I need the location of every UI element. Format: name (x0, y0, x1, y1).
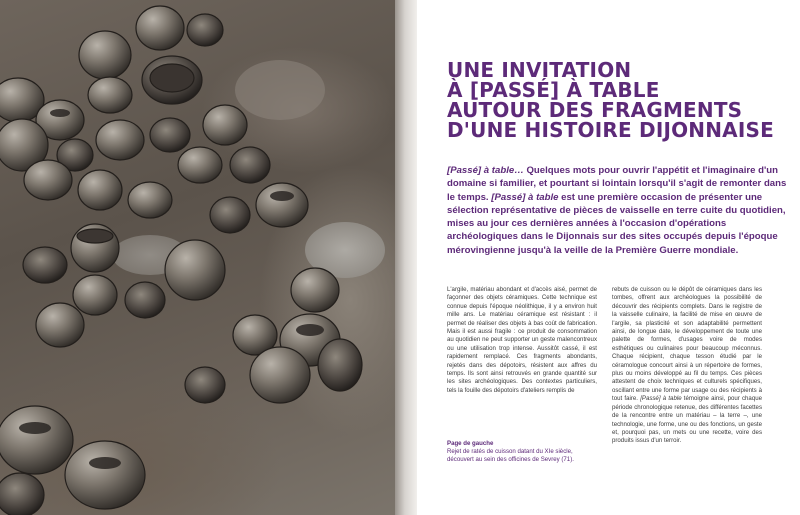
page-gutter (395, 0, 417, 515)
intro-text: Quelques mots pour ouvrir l'appétit et l'imaginaire d'un domaine si familier, et pourtant si lointain lorsqu'il s'agit de remonter dans le temps. (447, 165, 787, 203)
intro-title-italic-2: [Passé] à table (491, 191, 559, 203)
intro-title-italic: [Passé] à table… (447, 165, 524, 176)
body-column-2 (612, 286, 762, 446)
body-col2-italic: [Passé] à table (640, 395, 682, 403)
article-headline (447, 60, 787, 140)
caption-title: Page de gauche (447, 440, 494, 447)
pottery-photo-illustration (0, 0, 395, 515)
headline-line: À [PASSÉ] À TABLE (447, 78, 660, 102)
body-col2-text: rebuts de cuisson ou le dépôt de céramiques dans les tombes, offrent aux archéologues la possibilité de découvrir des récipients complets. Dans le registre de la vaisselle culinaire, la facilité de mise en œuvre de l'argile, sa plasticité et son adaptabilité permettent ainsi, de longue date, le développement de toute une palette de formes, d'usages voire de modes esthétiques ou culinaires pour beaucoup méconnus. Chaque récipient, chaque tesson étudié par le céramologue concourt ainsi à un répertoire de formes, plus ou moins développé au fil du temps. Ces pièces attestent de choix techniques et culturels spécifiques, oscillant entre une forme par usage ou des récipients à tout faire. (612, 286, 762, 403)
intro-text-2: est une première occasion de présenter une sélection représentative de pièces de vaisselle en terre cuite du quotidien, mises au jour ces dernières années à l'occasion d'opérations archéologiques dans le Dijonnais sur des sites occupés depuis l'époque mérovingienne jusqu'à la veille de la Première Guerre mondiale. (447, 191, 786, 256)
photo-caption (447, 440, 577, 465)
headline-line: AUTOUR DES FRAGMENTS (447, 98, 743, 122)
headline-line: UNE INVITATION (447, 58, 632, 82)
right-page (417, 0, 800, 515)
excavation-pottery-photo (0, 0, 395, 515)
intro-paragraph (447, 164, 787, 257)
headline-line: D'UNE HISTOIRE DIJONNAISE (447, 118, 774, 142)
body-column-1: L'argile, matériau abondant et d'accès aisé, permet de façonner des objets céramiques. Cette technique est connue depuis l'époque néolithique, il y a environ huit mille ans. Le matériau céramique est résistant : il permet de réaliser des objets à bas coût de fabrication. Mais il est aussi fragile : ce produit de consommation au quotidien ne peut supporter un geste malencontreux ou une utilisation trop intense. Aussitôt cassé, il est rapidement remplacé. Ces fragments abondants, rejetés dans des dépotoirs, résistent aux affres du temps. Ils sont ainsi retrouvés en grande quantité sur les sites archéologiques. Des contextes particuliers, tels la fouille des dépotoirs d'ateliers remplis de (447, 286, 597, 394)
caption-text: Rejet de ratés de cuisson datant du XIe siècle, découvert au sein des officines de Sevrey (71). (447, 448, 574, 464)
body-col2-text-2: témoigne ainsi, pour chaque période chronologique retenue, des différentes facettes de la rencontre entre un matériau – la terre –, une technologie, une forme, une ou des fonctions, un geste et, pourquoi pas, un mets ou une recette, voire des produits issus d'un terroir. (612, 395, 762, 445)
